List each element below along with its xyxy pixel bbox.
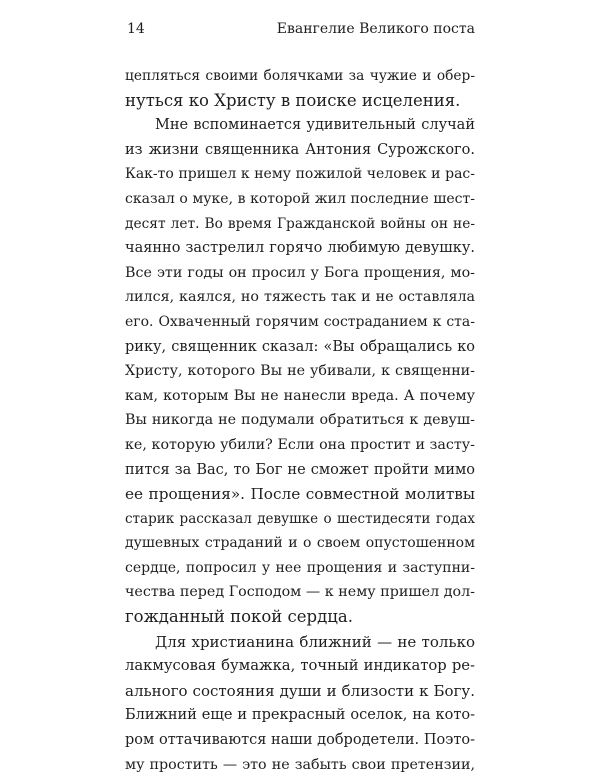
- text-line: лился, каялся, но тяжесть так и не оставляла: [125, 289, 475, 306]
- page-number: 14: [127, 21, 145, 37]
- text-line: чества перед Господом — к нему пришел дол-: [125, 584, 475, 601]
- text-line: Как-то пришел к нему пожилой человек и рас-: [125, 166, 475, 183]
- text-line: лакмусовая бумажка, точный индикатор ре-: [125, 657, 475, 675]
- text-line: чаянно застрелил горячо любимую девушку.: [125, 240, 475, 257]
- text-line: кам, которым Вы не нанесли вреда. А почему: [125, 387, 475, 404]
- text-line: пится за Вас, то Бог не сможет пройти мимо: [125, 461, 475, 478]
- text-line: душевных страданий и о своем опустошенном: [125, 535, 475, 552]
- text-line: му простить — это не забыть свои претензии,: [125, 756, 475, 773]
- text-line: его. Охваченный горячим состраданием к ста-: [125, 313, 475, 330]
- text-line: Ближний еще и прекрасный оселок, на кото-: [125, 707, 475, 724]
- text-line: ее прощения». После совместной молитвы: [125, 485, 475, 504]
- text-line: из жизни священника Антония Сурожского.: [125, 141, 475, 158]
- text-line: Мне вспоминается удивительный случай: [155, 117, 475, 134]
- book-title: Евангелие Великого поста: [276, 21, 475, 37]
- text-line: рику, священник сказал: «Вы обращались ко: [125, 338, 475, 355]
- paragraph: [125, 630, 475, 777]
- text-line: десят лет. Во время Гражданской войны он не-: [125, 215, 475, 232]
- text-line: Все эти годы он просил у Бога прощения, мо-: [125, 264, 475, 281]
- text-line: сказал о муке, в которой жил последние шест-: [125, 190, 475, 207]
- text-line: Вы никогда не подумали обратиться к девуш-: [125, 412, 475, 429]
- text-line: сердце, попросил у нее прощения и заступни-: [125, 559, 475, 576]
- text-line: Для христианина ближний — не только: [155, 632, 475, 651]
- text-line: Христу, которого Вы не убивали, к священни-: [125, 363, 475, 380]
- body-text: [125, 64, 475, 777]
- text-line: гожданный покой сердца.: [125, 607, 353, 627]
- paragraph: [125, 113, 475, 629]
- text-line: ального состояния души и близости к Богу.: [125, 681, 475, 700]
- text-line: цепляться своими болячками за чужие и обер-: [125, 68, 475, 84]
- text-line: нуться ко Христу в поиске исцеления.: [125, 90, 461, 110]
- text-line: ке, которую убили? Если она простит и засту-: [125, 436, 475, 453]
- running-head: [127, 19, 475, 39]
- text-line: старик рассказал девушке о шестидесяти годах: [125, 510, 475, 527]
- text-line: ром оттачиваются наши добродетели. Поэто-: [125, 732, 475, 749]
- paragraph: [125, 64, 475, 113]
